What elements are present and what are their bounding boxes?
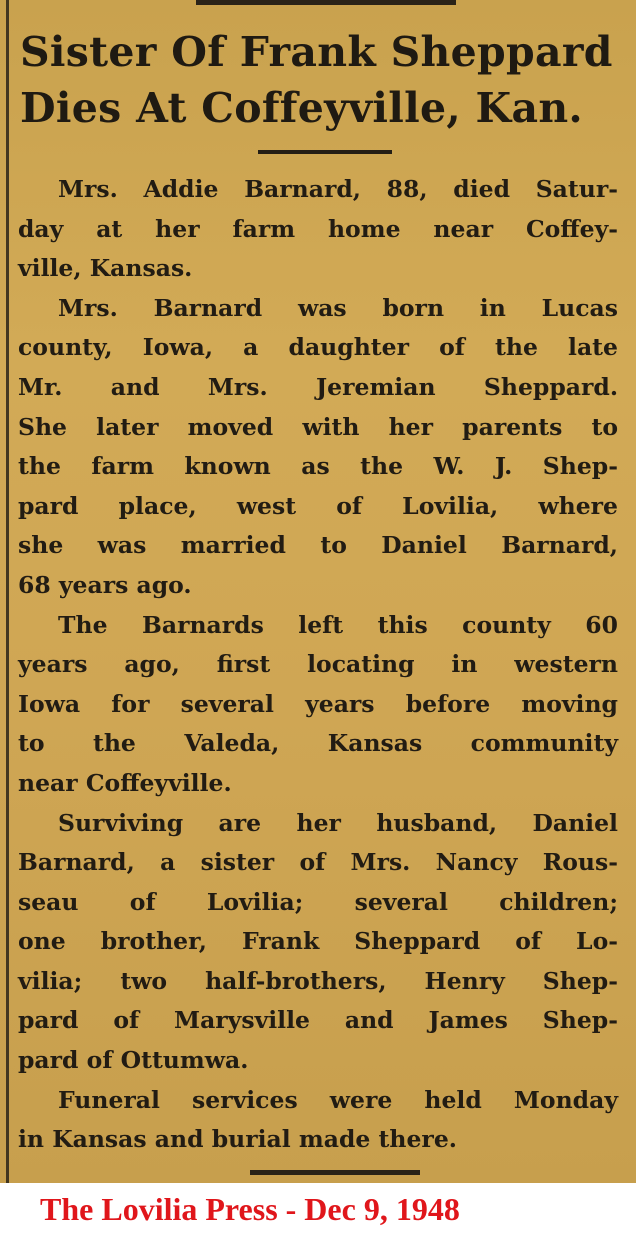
article-line: Surviving are her husband, Daniel [58, 808, 618, 837]
article-line: ville, Kansas. [18, 254, 193, 283]
headline-line-2: Dies At Coffeyville, Kan. [20, 84, 584, 132]
article-line: Mrs. Barnard was born in Lucas [58, 293, 618, 322]
article-line: seau of Lovilia; several children; [18, 887, 618, 916]
article-line: Mr. and Mrs. Jeremian Sheppard. [18, 372, 618, 401]
article-line: She later moved with her parents to [18, 412, 618, 441]
article-line: years ago, first locating in western [18, 650, 618, 679]
article-line: Mrs. Addie Barnard, 88, died Satur- [58, 175, 618, 203]
column-rule-top [196, 0, 456, 5]
article-line: in Kansas and burial made there. [18, 1125, 457, 1154]
article-line: she was married to Daniel Barnard, [18, 531, 618, 560]
article-line: county, Iowa, a daughter of the late [18, 333, 618, 362]
headline-divider [258, 150, 392, 154]
article-line: near Coffeyville. [18, 768, 232, 797]
headline-line-1: Sister Of Frank Sheppard [20, 28, 613, 76]
article-line: pard place, west of Lovilia, where [18, 491, 618, 520]
article-line: pard of Marysville and James Shep- [18, 1006, 618, 1035]
article-line: Iowa for several years before moving [18, 689, 618, 718]
article-line: the farm known as the W. J. Shep- [18, 452, 618, 481]
article-line: one brother, Frank Sheppard of Lo- [18, 927, 618, 956]
article-line: day at her farm home near Coffey- [18, 214, 618, 243]
article-line: 68 years ago. [18, 570, 192, 599]
article-line: Funeral services were held Monday [58, 1085, 618, 1114]
source-caption: The Lovilia Press - Dec 9, 1948 [40, 1191, 460, 1227]
article-headline [20, 24, 620, 136]
article-line: vilia; two half-brothers, Henry Shep- [18, 966, 618, 995]
column-rule-left [6, 0, 9, 1183]
article-line: The Barnards left this county 60 [58, 610, 618, 639]
article-body [18, 170, 618, 1160]
column-rule-bottom [250, 1170, 420, 1175]
article-line: pard of Ottumwa. [18, 1046, 249, 1075]
article-line: Barnard, a sister of Mrs. Nancy Rous- [18, 848, 618, 877]
article-line: to the Valeda, Kansas community [18, 729, 618, 758]
